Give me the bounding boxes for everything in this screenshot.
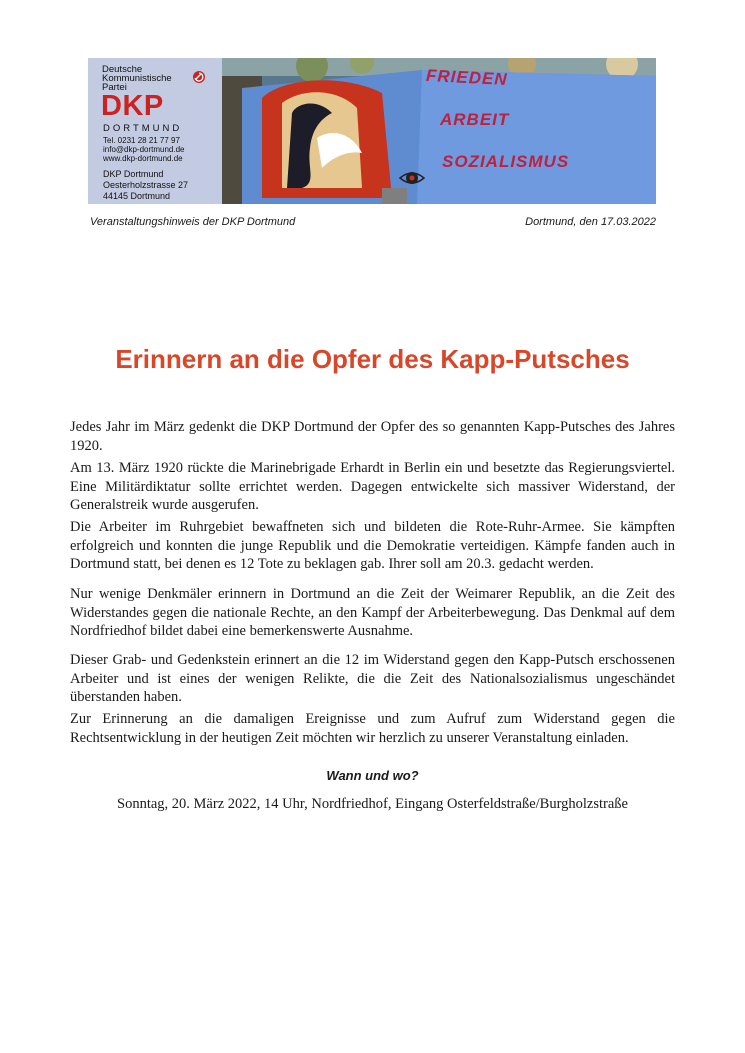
banner-word: SOZIALISMUS <box>442 152 570 171</box>
org-line: Partei <box>102 82 127 93</box>
paragraph: Die Arbeiter im Ruhrgebiet bewaffneten sich und bildeten die Rote-Ruhr-Armee. Sie kämpften erfolgreich und konnten die junge Republik und die Demokratie verteidigen. Kämpfe fanden auch in Dortmund statt, bei denen es 12 Tote zu beklagen gab. Ihrer soll am 20.3. gedacht werden. <box>70 519 675 572</box>
paragraph: Am 13. März 1920 rückte die Marinebrigade Erhardt in Berlin ein und besetzte das Regierungsviertel. Eine Militärdiktatur sollte errichtet werden. Dagegen entwickelte sich massiver Widerstand, der Generalstreik wurde ausgerufen. <box>70 460 675 513</box>
address-line: DKP Dortmund <box>103 169 164 179</box>
contact-website: www.dkp-dortmund.de <box>103 154 183 163</box>
hammer-sickle-icon <box>192 70 206 84</box>
banner-photo <box>222 58 656 204</box>
contact-email: info@dkp-dortmund.de <box>103 145 185 154</box>
paragraph: Zur Erinnerung an die damaligen Ereignisse und zum Aufruf zum Widerstand gegen die Rechtsentwicklung in der heutigen Zeit möchten wir herzlich zu unserer Veranstaltung einladen. <box>70 711 675 746</box>
paragraph: Nur wenige Denkmäler erinnern in Dortmund an die Zeit der Weimarer Republik, an die Zeit des Widerstandes gegen die nationale Rechte, an den Kampf der Arbeiterbewegung. Das Denkmal auf dem Nordfriedhof bildet dabei eine bemerkenswerte Ausnahme. <box>70 586 675 639</box>
paragraph: Jedes Jahr im März gedenkt die DKP Dortmund der Opfer des so genannten Kapp-Putsches des Jahres 1920. <box>70 419 675 454</box>
paragraph: Dieser Grab- und Gedenkstein erinnert an die 12 im Widerstand gegen den Kapp-Putsch erschossenen Arbeiter und ist eines der wenigen Relikte, die die Zeit des Nationalsozialismus ungeschändet überstanden haben. <box>70 652 675 705</box>
logo-subtitle: DORTMUND <box>103 123 183 134</box>
event-details: Sonntag, 20. März 2022, 14 Uhr, Nordfriedhof, Eingang Osterfeldstraße/Burgholzstraße <box>117 796 628 812</box>
contact-phone: Tel. 0231 28 21 77 97 <box>103 136 180 145</box>
banner-word: FRIEDEN <box>425 65 509 90</box>
org-line: Kommunistische <box>102 73 172 84</box>
address-line: Oesterholzstrasse 27 <box>103 180 189 190</box>
letterhead <box>88 58 656 204</box>
date-line: Dortmund, den 17.03.2022 <box>525 216 656 228</box>
address-line: 44145 Dortmund <box>103 191 171 201</box>
when-where-heading: Wann und wo? <box>326 768 419 783</box>
event-notice-label: Veranstaltungshinweis der DKP Dortmund <box>90 216 296 228</box>
org-line: Deutsche <box>102 64 143 75</box>
banner-word: ARBEIT <box>440 110 510 129</box>
page-title: Erinnern an die Opfer des Kapp-Putsches <box>115 344 630 374</box>
meta-row <box>90 216 656 232</box>
dkp-logo: DKP <box>101 90 164 122</box>
letterhead-panel <box>88 58 222 204</box>
